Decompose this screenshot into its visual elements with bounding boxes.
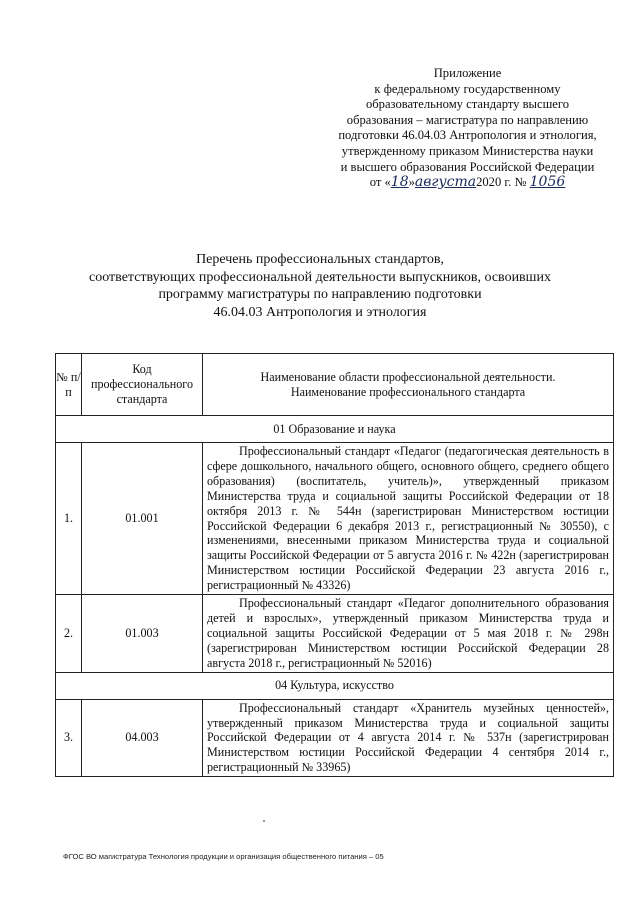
row-text: Профессиональный стандарт «Хранитель музейных ценностей», утвержденный приказом Министерства труда и социальной защиты Российской Федерации от 4 августа 2014 г. № 537н (зарегистрирован Министерством юстиции Российской Федерации 4 сентября 2014 г., регистрационный № 33965) xyxy=(207,700,609,775)
title-line: соответствующих профессиональной деятельности выпускников, освоивших xyxy=(89,269,551,285)
title-line: Перечень профессиональных стандартов, xyxy=(196,252,444,267)
date-year: 2020 г. № xyxy=(476,175,527,190)
date-day: 18 xyxy=(390,174,409,191)
row-code: 01.003 xyxy=(82,595,203,673)
section-title: 04 Культура, искусство xyxy=(56,672,614,699)
row-num: 2. xyxy=(56,595,82,673)
row-description xyxy=(203,443,614,595)
row-num: 1. xyxy=(56,443,82,595)
document-title xyxy=(40,251,600,321)
row-num: 3. xyxy=(56,699,82,777)
scan-speck xyxy=(263,820,265,822)
header-name-line1: Наименование области профессиональной деятельности. xyxy=(260,369,556,384)
appendix-block xyxy=(315,66,620,191)
appendix-line: образования – магистратура по направлению xyxy=(346,112,589,127)
appendix-line: утвержденному приказом Министерства науки xyxy=(341,143,594,158)
appendix-line: образовательному стандарту высшего xyxy=(365,97,570,112)
appendix-line: к федеральному государственному xyxy=(374,81,561,96)
standards-table xyxy=(55,353,614,777)
row-code: 04.003 xyxy=(82,699,203,777)
header-name xyxy=(203,354,614,416)
table-row xyxy=(56,699,614,777)
appendix-line: и высшего образования Российской Федерации xyxy=(340,159,595,174)
table-header-row xyxy=(56,354,614,416)
row-description xyxy=(203,699,614,777)
row-text: Профессиональный стандарт «Педагог дополнительного образования детей и взрослых», утвержденный приказом Министерства труда и социальной защиты Российской Федерации от 5 мая 2018 г. № 298н (зарегистрирован Министерством юстиции Российской Федерации 28 августа 2018 г., регистрационный № 52016) xyxy=(207,596,609,670)
appendix-line: Приложение xyxy=(433,66,502,80)
appendix-line: подготовки 46.04.03 Антропология и этнология, xyxy=(338,128,597,143)
section-row xyxy=(56,672,614,699)
header-name-line2: Наименование профессионального стандарта xyxy=(290,384,526,399)
appendix-date-line xyxy=(315,175,620,191)
date-mid: » xyxy=(408,175,415,190)
title-line: 46.04.03 Антропология и этнология xyxy=(213,304,427,320)
section-row xyxy=(56,416,614,443)
date-prefix: от « xyxy=(369,175,391,190)
header-num: № п/п xyxy=(56,354,82,416)
order-number: 1056 xyxy=(529,174,566,191)
row-code: 01.001 xyxy=(82,443,203,595)
section-title: 01 Образование и наука xyxy=(56,416,614,443)
date-month: августа xyxy=(414,174,477,191)
row-description xyxy=(203,595,614,673)
row-text: Профессиональный стандарт «Педагог (педагогическая деятельность в сфере дошкольного, начального общего, основного общего, среднего общего образования) (воспитатель, учитель)», утвержденный приказом Министерства труда и социальной защиты Российской Федерации от 18 октября 2013 г. № 544н (зарегистрирован Министерством юстиции Российской Федерации 6 декабря 2013 г., регистрационный № 30550), с изменениями, внесенными приказом Министерства труда и социальной защиты Российской Федерации от 5 августа 2016 г. № 422н (зарегистрирован Министерством юстиции Российской Федерации 23 августа 2016 г., регистрационный № 43326) xyxy=(207,444,609,593)
title-line: программу магистратуры по направлению подготовки xyxy=(158,287,482,303)
page-footer: ФГОС ВО магистратура Технология продукции и организация общественного питания – 05 xyxy=(63,852,384,861)
header-code: Код профессионального стандарта xyxy=(82,354,203,416)
table-row xyxy=(56,595,614,673)
table-row xyxy=(56,443,614,595)
